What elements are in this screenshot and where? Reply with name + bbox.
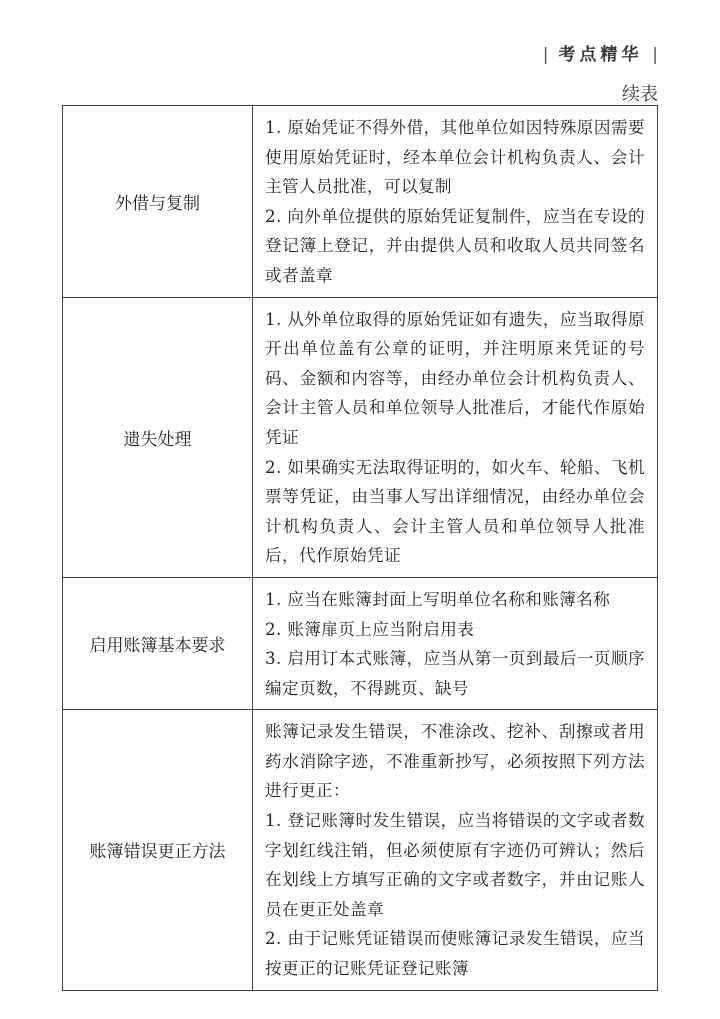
table-row [63, 106, 658, 298]
row-content [253, 106, 658, 298]
content-line: 账簿记录发生错误，不准涂改、挖补、刮擦或者用药水消除字迹，不准重新抄写，必须按照下列方法进行更正： [265, 722, 645, 801]
rules-table [62, 105, 658, 991]
content-line: 1. 登记账簿时发生错误，应当将错误的文字或者数字划红线注销，但必须使原有字迹仍可辨认；然后在划线上方填写正确的文字或者数字，并由记账人员在更正处盖章 [265, 811, 645, 919]
row-content [253, 297, 658, 577]
content-line: 1. 从外单位取得的原始凭证如有遗失，应当取得原开出单位盖有公章的证明，并注明原来凭证的号码、金额和内容等，由经办单位会计机构负责人、会计主管人员和单位领导人批准后，才能代作原始凭证 [265, 309, 645, 447]
table-row [63, 297, 658, 577]
content-line: 2. 向外单位提供的原始凭证复制件，应当在专设的登记簿上登记，并由提供人员和收取人员共同签名或者盖章 [265, 206, 645, 285]
content-line: 1. 应当在账簿封面上写明单位名称和账簿名称 [265, 589, 611, 609]
content-line: 1. 原始凭证不得外借，其他单位如因特殊原因需要使用原始凭证时，经本单位会计机构负责人、会计主管人员批准，可以复制 [265, 118, 645, 197]
table-row [63, 577, 658, 709]
content-line: 2. 账簿扉页上应当附启用表 [265, 619, 475, 639]
row-content [253, 710, 658, 990]
content-line: 2. 由于记账凭证错误而使账簿记录发生错误，应当按更正的记账凭证登记账簿 [265, 929, 645, 979]
continued-label: 续表 [622, 84, 658, 105]
header-title: 考点精华 [558, 45, 643, 65]
row-label: 启用账簿基本要求 [63, 577, 253, 709]
content-line: 2. 如果确实无法取得证明的，如火车、轮船、飞机票等凭证，由当事人写出详细情况，由经办单位会计机构负责人、会计主管人员和单位领导人批准后，代作原始凭证 [265, 457, 645, 566]
row-label: 账簿错误更正方法 [63, 710, 253, 990]
running-header [543, 40, 658, 65]
header-left-bar: | [542, 45, 549, 65]
table-row [63, 710, 658, 990]
row-content [253, 577, 658, 709]
content-line: 3. 启用订本式账簿，应当从第一页到最后一页顺序编定页数，不得跳页、缺号 [265, 649, 645, 698]
row-label: 遗失处理 [63, 297, 253, 577]
row-label: 外借与复制 [63, 106, 253, 298]
header-right-bar: | [652, 45, 658, 65]
